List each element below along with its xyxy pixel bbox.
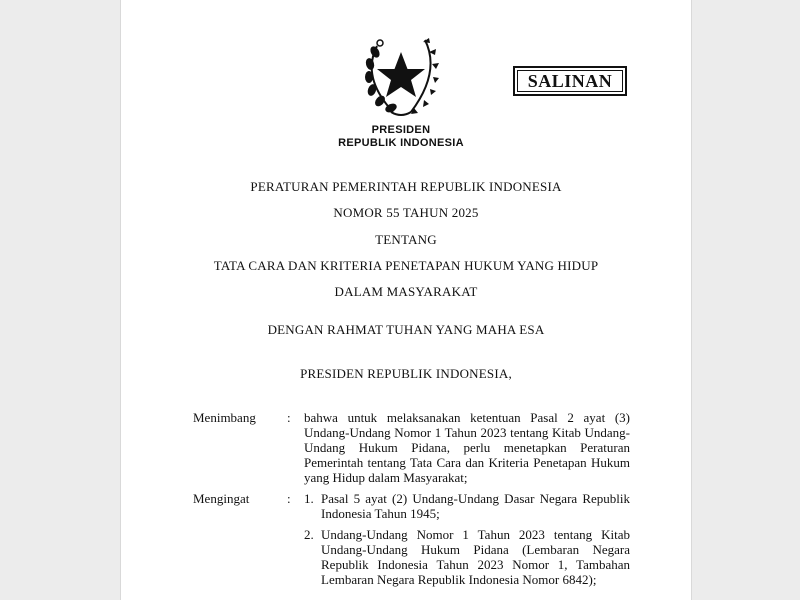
preamble-president: PRESIDEN REPUBLIK INDONESIA, xyxy=(300,366,512,381)
mengingat-colon: : xyxy=(287,491,291,506)
menimbang-colon: : xyxy=(287,410,291,425)
menimbang-text: bahwa untuk melaksanakan ketentuan Pasal 2 ayat (3) Undang-Undang Nomor 1 Tahun 2023 tentang Kitab Undang-Undang Hukum Pidana, perlu menetapkan Peraturan Pemerintah tentang Tata Cara dan Kriteria Penetapan Hukum yang Hidup dalam Masyarakat; xyxy=(304,410,630,485)
mengingat-item-text: Undang-Undang Nomor 1 Tahun 2023 tentang Kitab Undang-Undang Hukum Pidana (Lembaran Negara Republik Indonesia Tahun 2023 Nomor 1, Tambahan Lembaran Negara Republik Indonesia Nomor 6842); xyxy=(321,527,630,587)
mengingat-item-number: 2. xyxy=(304,527,314,542)
salinan-stamp: SALINAN xyxy=(513,66,627,96)
preamble-invocation: DENGAN RAHMAT TUHAN YANG MAHA ESA xyxy=(267,322,545,337)
regulation-subject-line1: TATA CARA DAN KRITERIA PENETAPAN HUKUM YANG HIDUP xyxy=(213,258,599,273)
mengingat-item-number: 1. xyxy=(304,491,314,506)
regulation-number: NOMOR 55 TAHUN 2025 xyxy=(333,205,479,220)
regulation-about: TENTANG xyxy=(375,232,437,247)
emblem-caption-president: PRESIDEN xyxy=(371,124,431,136)
garuda-star-emblem-icon xyxy=(361,32,441,118)
emblem-caption-republic: REPUBLIK INDONESIA xyxy=(338,137,464,149)
mengingat-label: Mengingat xyxy=(193,491,250,506)
menimbang-label: Menimbang xyxy=(193,410,256,425)
regulation-title: PERATURAN PEMERINTAH REPUBLIK INDONESIA xyxy=(250,179,562,194)
regulation-subject-line2: DALAM MASYARAKAT xyxy=(334,284,478,299)
mengingat-item-text: Pasal 5 ayat (2) Undang-Undang Dasar Negara Republik Indonesia Tahun 1945; xyxy=(321,491,630,521)
document-page xyxy=(120,0,692,600)
